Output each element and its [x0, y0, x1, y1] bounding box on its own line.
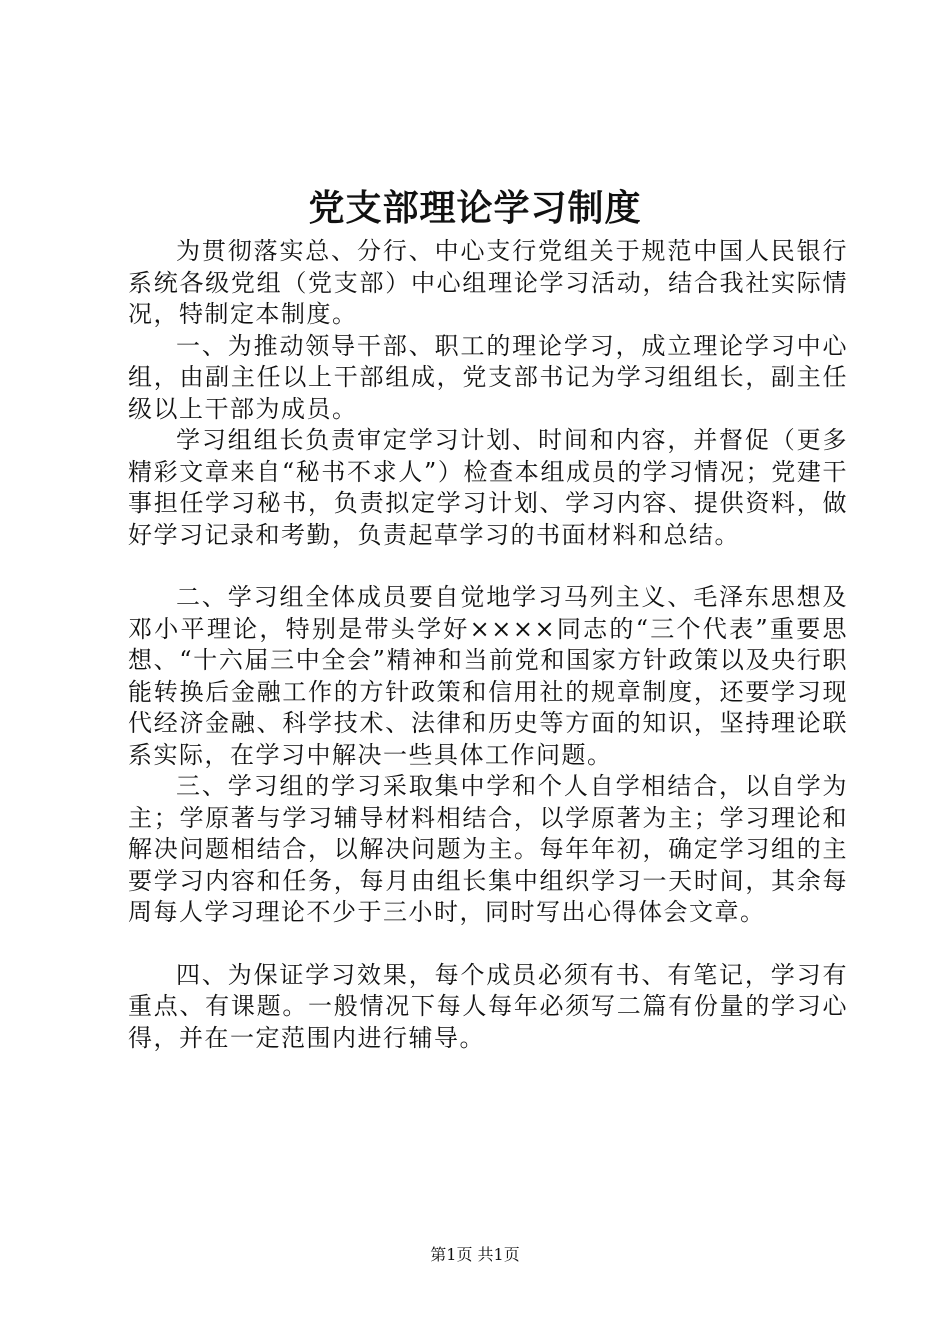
paragraph-section-1-detail: 学习组组长负责审定学习计划、时间和内容，并督促（更多精彩文章来自“秘书不求人”）检查本组成员的学习情况；党建干事担任学习秘书，负责拟定学习计划、学习内容、提供资料，做好学习记录和考勤，负责起草学习的书面材料和总结。: [128, 426, 848, 549]
page-number-footer: 第1页 共1页: [430, 1245, 520, 1264]
paragraph-section-2: 二、学习组全体成员要自觉地学习马列主义、毛泽东思想及邓小平理论，特别是带头学好××××同志的“三个代表”重要思想、“十六届三中全会”精神和当前党和国家方针政策以及央行职能转换后金融工作的方针政策和信用社的规章制度，还要学习现代经济金融、科学技术、法律和历史等方面的知识，坚持理论联系实际，在学习中解决一些具体工作问题。: [128, 583, 848, 769]
paragraph-intro: 为贯彻落实总、分行、中心支行党组关于规范中国人民银行系统各级党组（党支部）中心组理论学习活动，结合我社实际情况，特制定本制度。: [128, 237, 848, 328]
document-body: [128, 236, 848, 1054]
document-title: 党支部理论学习制度: [308, 187, 642, 229]
paragraph-section-4: 四、为保证学习效果，每个成员必须有书、有笔记，学习有重点、有课题。一般情况下每人每年必须写二篇有份量的学习心得，并在一定范围内进行辅导。: [128, 960, 848, 1052]
paragraph-section-3: 三、学习组的学习采取集中学和个人自学相结合，以自学为主；学原著与学习辅导材料相结合，以学原著为主；学习理论和解决问题相结合，以解决问题为主。每年年初，确定学习组的主要学习内容和任务，每月由组长集中组织学习一天时间，其余每周每人学习理论不少于三小时，同时写出心得体会文章。: [128, 772, 848, 926]
paragraph-section-1: 一、为推动领导干部、职工的理论学习，成立理论学习中心组，由副主任以上干部组成，党支部书记为学习组组长，副主任级以上干部为成员。: [128, 331, 848, 423]
